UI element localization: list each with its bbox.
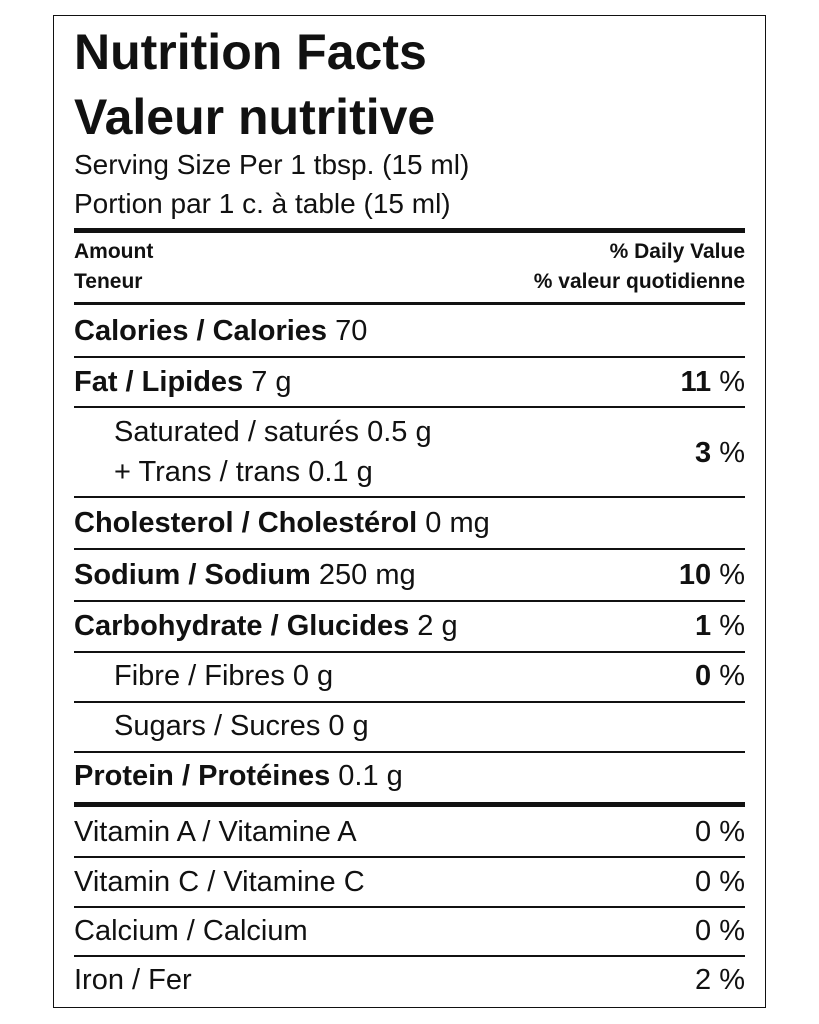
fibre-dv-sign: % <box>719 660 745 692</box>
sodium-row <box>74 558 745 592</box>
row-divider <box>74 856 745 858</box>
carbohydrate-row <box>74 609 745 643</box>
serving-size-english: Serving Size Per 1 tbsp. (15 ml) <box>74 149 470 180</box>
fat-dv-number: 11 <box>680 366 712 398</box>
sodium-dv-number: 10 <box>678 559 712 591</box>
daily-value-header-french: % valeur quotidienne <box>533 270 745 293</box>
iron-row <box>74 963 745 997</box>
cholesterol-amount: 0 mg <box>425 507 490 539</box>
vitamin-c-daily-value: 0 % <box>695 866 745 898</box>
fibre-dv-number: 0 <box>695 660 712 692</box>
row-divider <box>74 955 745 957</box>
carbohydrate-label: Carbohydrate / Glucides <box>74 610 410 642</box>
amount-header-english: Amount <box>74 240 154 263</box>
fat-amount: 7 g <box>251 366 292 398</box>
cholesterol-row <box>74 506 745 540</box>
fat-label: Fat / Lipides <box>74 366 244 398</box>
protein-amount: 0.1 g <box>338 760 403 792</box>
row-divider <box>74 496 745 498</box>
cholesterol-label: Cholesterol / Cholestérol <box>74 507 418 539</box>
vitamin-a-daily-value: 0 % <box>695 816 745 848</box>
iron-daily-value: 2 % <box>695 964 745 996</box>
carbohydrate-daily-value <box>695 609 745 643</box>
calories-label: Calories / Calories <box>74 315 328 347</box>
sodium-daily-value <box>679 558 745 592</box>
serving-size-french: Portion par 1 c. à table (15 ml) <box>74 188 451 219</box>
vitamin-c-label: Vitamin C / Vitamine C <box>74 866 365 898</box>
saturated-trans-daily-value <box>695 436 745 470</box>
protein-row <box>74 759 745 793</box>
calories-row <box>74 314 745 348</box>
sugars-label: Sugars / Sucres 0 g <box>114 710 369 742</box>
vitamin-a-label: Vitamin A / Vitamine A <box>74 816 357 848</box>
fat-dv-sign: % <box>719 366 745 398</box>
saturated-dv-number: 3 <box>695 437 712 469</box>
row-divider <box>74 651 745 653</box>
medium-divider <box>74 302 745 305</box>
fat-row <box>74 365 745 399</box>
carbohydrate-amount: 2 g <box>417 610 458 642</box>
saturated-dv-sign: % <box>719 437 745 469</box>
row-divider <box>74 906 745 908</box>
calories-value: 70 <box>335 315 368 347</box>
fat-daily-value <box>680 365 745 399</box>
iron-label: Iron / Fer <box>74 964 192 996</box>
sodium-amount: 250 mg <box>318 559 416 591</box>
row-divider <box>74 701 745 703</box>
row-divider <box>74 356 745 358</box>
sugars-row <box>74 709 745 743</box>
thick-divider <box>74 802 745 807</box>
amount-header-french: Teneur <box>74 270 143 293</box>
protein-label: Protein / Protéines <box>74 760 331 792</box>
thick-divider <box>74 228 745 233</box>
carbohydrate-dv-sign: % <box>719 610 745 642</box>
nutrition-facts-label <box>53 15 766 1008</box>
sodium-dv-sign: % <box>719 559 745 591</box>
fibre-label: Fibre / Fibres 0 g <box>114 660 334 692</box>
trans-line: + Trans / trans 0.1 g <box>114 456 373 488</box>
daily-value-header-english: % Daily Value <box>609 240 745 263</box>
fibre-daily-value <box>695 659 745 693</box>
row-divider <box>74 751 745 753</box>
fibre-row <box>74 659 745 693</box>
calcium-label: Calcium / Calcium <box>74 915 308 947</box>
sodium-label: Sodium / Sodium <box>74 559 311 591</box>
row-divider <box>74 600 745 602</box>
saturated-line: Saturated / saturés 0.5 g <box>114 416 432 448</box>
title-french: Valeur nutritive <box>74 89 436 145</box>
calcium-daily-value: 0 % <box>695 915 745 947</box>
vitamin-a-row <box>74 815 745 849</box>
row-divider <box>74 406 745 408</box>
row-divider <box>74 548 745 550</box>
carbohydrate-dv-number: 1 <box>695 610 712 642</box>
calcium-row <box>74 914 745 948</box>
vitamin-c-row <box>74 865 745 899</box>
title-english: Nutrition Facts <box>74 24 427 80</box>
